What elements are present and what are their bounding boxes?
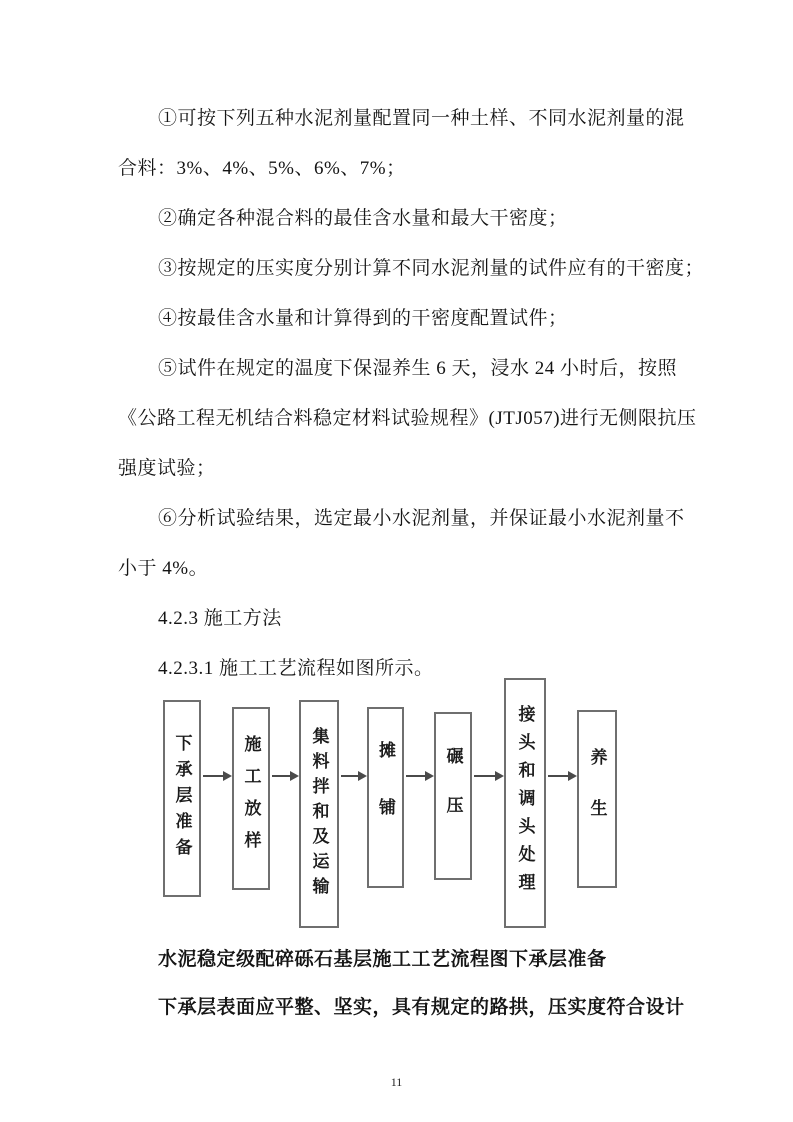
body-text-line: 《公路工程无机结合料稳定材料试验规程》(JTJ057)进行无侧限抗压 [118, 408, 697, 429]
flow-step-construction-layout [232, 707, 270, 890]
flow-step-rolling-compaction [434, 712, 472, 880]
flow-arrow-right-icon [203, 775, 223, 777]
heading-4-2-3: 4.2.3 施工方法 [158, 608, 282, 629]
flow-step-joint-turnaround-treatment [504, 678, 546, 928]
flow-step-label: 集料拌和及运输 [309, 726, 329, 902]
flow-arrow-right-icon [548, 775, 568, 777]
body-text-line: ④按最佳含水量和计算得到的干密度配置试件； [158, 308, 568, 329]
heading-4-2-3-1: 4.2.3.1 施工工艺流程如图所示。 [158, 658, 434, 679]
body-text-line: ②确定各种混合料的最佳含水量和最大干密度； [158, 208, 568, 229]
flow-step-label: 接头和调头处理 [515, 705, 535, 901]
body-text-line: 小于 4%。 [118, 558, 209, 579]
flow-step-label: 碾压 [443, 747, 463, 845]
body-text-block [118, 94, 705, 694]
body-text-line: ①可按下列五种水泥剂量配置同一种土样、不同水泥剂量的混 [158, 108, 685, 129]
page-number: 11 [390, 1075, 403, 1089]
body-text-line: 下承层表面应平整、坚实，具有规定的路拱，压实度符合设计 [158, 997, 685, 1018]
flow-step-label: 下承层准备 [172, 733, 192, 864]
flow-step-curing [577, 710, 617, 888]
body-text-line: ③按规定的压实度分别计算不同水泥剂量的试件应有的干密度； [158, 258, 705, 279]
construction-process-flowchart [0, 672, 793, 938]
flow-arrow-right-icon [272, 775, 290, 777]
flow-step-label: 摊铺 [376, 740, 395, 855]
flow-arrow-right-icon [406, 775, 425, 777]
body-text-line: 强度试验； [118, 458, 216, 479]
body-text-line: 合料：3%、4%、5%、6%、7%； [118, 158, 406, 179]
flowchart-caption: 水泥稳定级配碎砾石基层施工工艺流程图下承层准备 [158, 949, 607, 970]
body-text-line: ⑥分析试验结果，选定最小水泥剂量，并保证最小水泥剂量不 [158, 508, 685, 529]
flow-step-aggregate-mixing-transport [299, 700, 339, 928]
flow-arrow-right-icon [341, 775, 358, 777]
body-text-line: ⑤试件在规定的温度下保湿养生 6 天，浸水 24 小时后，按照 [158, 358, 678, 379]
flow-arrow-right-icon [474, 775, 495, 777]
flow-step-subbase-preparation [163, 700, 201, 897]
flow-step-label: 养生 [587, 748, 607, 850]
flow-step-paving [367, 707, 404, 888]
flow-step-label: 施工放样 [241, 734, 261, 863]
